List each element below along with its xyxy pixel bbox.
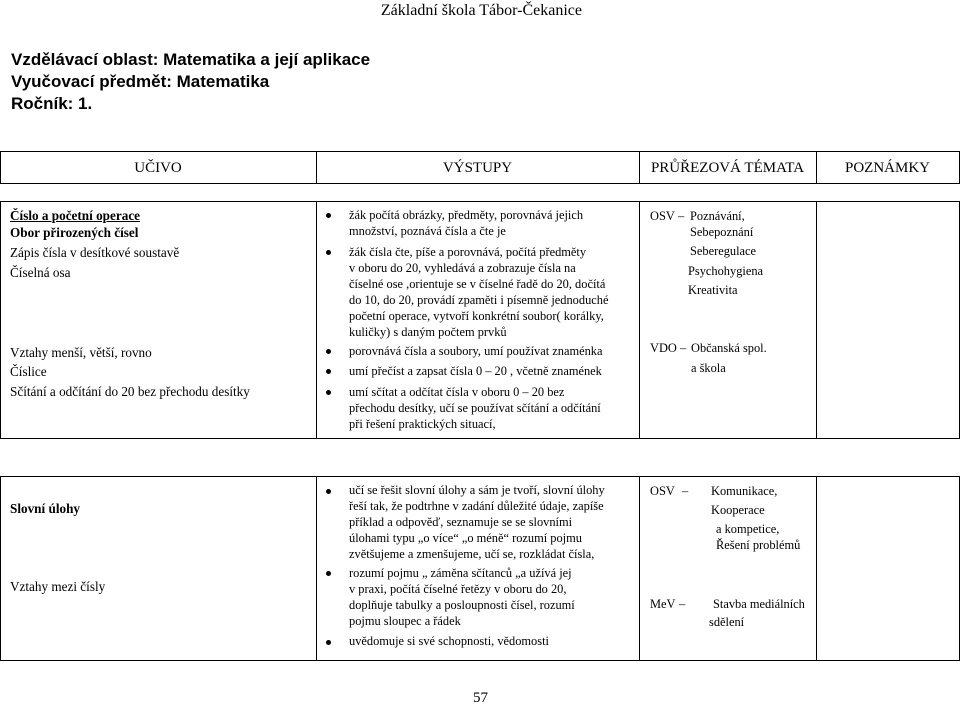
outcome-line: úlohami typu „o více“ „o méně“ rozumí pojmu: [349, 531, 582, 545]
curriculum-item: Zápis čísla v desítkové soustavě: [10, 245, 180, 260]
bullet: [326, 349, 331, 354]
row2-bottom-border: [0, 660, 960, 661]
col-border: [816, 476, 817, 660]
outcome-line: početní operace, vytvoří konkrétní soubor( korálky,: [349, 309, 604, 323]
theme-item: Stavba mediálních: [713, 597, 805, 611]
theme-item: Psychohygiena: [688, 264, 764, 278]
bullet: [326, 489, 331, 494]
bullet: [326, 640, 331, 645]
school-name: Základní škola Tábor-Čekanice: [380, 2, 582, 19]
outcome-line: uvědomuje si své schopnosti, vědomosti: [349, 634, 549, 648]
col-border: [639, 476, 640, 660]
theme-item: Sebepoznání: [690, 225, 754, 239]
theme-item: Řešení problémů: [716, 538, 801, 552]
outcome-line: množství, poznává čísla a čte je: [349, 224, 506, 238]
outcome-line: učí se řešit slovní úlohy a sám je tvoří, slovní úlohy: [349, 483, 605, 497]
col-border: [816, 201, 817, 438]
outcome-line: rozumí pojmu „ záměna sčítanců „a užívá jej: [349, 566, 572, 580]
curriculum-heading: Slovní úlohy: [10, 501, 81, 516]
theme-code-osv: OSV: [650, 209, 675, 223]
grade: Ročník: 1.: [11, 94, 93, 113]
outcome-line: číselné ose ,orientuje se v číselné řadě do 20, dočítá: [349, 277, 606, 291]
row1-bottom-border: [0, 438, 960, 439]
col-border: [316, 201, 317, 438]
outcome-line: příklad a odpověď, seznamuje se se slovními: [349, 515, 573, 529]
column-header-themes: PRŮŘEZOVÁ TÉMATA: [650, 160, 805, 176]
outcome-line: při řešení praktických situací,: [349, 417, 496, 431]
col-border: [639, 201, 640, 438]
outcome-line: umí přečíst a zapsat čísla 0 – 20 , včetně znamének: [349, 364, 602, 378]
theme-item: a kompetice,: [716, 522, 780, 536]
bullet: [326, 250, 331, 255]
theme-item: Komunikace,: [711, 484, 778, 498]
curriculum-subheading: Obor přirozených čísel: [10, 225, 139, 240]
bullet: [326, 390, 331, 395]
outcome-line: kuličky) s daným počtem prvků: [349, 325, 507, 339]
outcome-line: pojmu sloupec a řádek: [349, 614, 461, 628]
outcome-line: řeší tak, že podtrhne v zadání důležité údaje, zapíše: [349, 499, 604, 513]
outcome-line: doplňuje tabulky a posloupnosti čísel, rozumí: [349, 598, 575, 612]
outcome-line: žák čísla čte, píše a porovnává, počítá předměty: [349, 245, 587, 259]
curriculum-item: Číselná osa: [10, 265, 71, 280]
theme-item: a škola: [691, 361, 726, 375]
theme-item: Kreativita: [688, 283, 738, 297]
curriculum-item: Vztahy menší, větší, rovno: [10, 345, 152, 360]
column-header-notes: POZNÁMKY: [844, 160, 930, 176]
bullet: [326, 369, 331, 374]
outcome-line: zvětšujeme a zmenšujeme, učí se, rozkládat čísla,: [349, 547, 595, 561]
column-header-curriculum: UČIVO: [134, 160, 182, 176]
outcome-line: přechodu desítky, učí se používat sčítání a odčítání: [349, 401, 601, 415]
col-border: [316, 476, 317, 660]
outcome-line: žák počítá obrázky, předměty, porovnává jejich: [349, 208, 584, 222]
theme-item: Občanská spol.: [691, 341, 767, 355]
outcome-line: v praxi, počítá číselné řetězy v oboru do 20,: [349, 582, 567, 596]
bullet: [326, 571, 331, 576]
subject: Vyučovací předmět: Matematika: [11, 72, 270, 91]
outcome-line: porovnává čísla a soubory, umí používat znaménka: [349, 344, 603, 358]
column-header-outcomes: VÝSTUPY: [442, 160, 513, 176]
curriculum-item: Sčítání a odčítání do 20 bez přechodu desítky: [10, 384, 250, 399]
col-border: [0, 476, 1, 660]
header-bottom-border: [0, 183, 960, 184]
outcome-line: umí sčítat a odčítat čísla v oboru 0 – 20 bez: [349, 385, 565, 399]
theme-code-osv: OSV: [650, 484, 675, 498]
curriculum-item: Vztahy mezi čísly: [10, 579, 106, 594]
bullet: [326, 213, 331, 218]
theme-code-vdo: VDO: [650, 341, 677, 355]
theme-item: Kooperace: [711, 503, 765, 517]
outcome-line: do 10, do 20, provádí zpaměti i písemně jednoduché: [349, 293, 609, 307]
theme-item: sdělení: [709, 615, 745, 629]
theme-code-mev: MeV: [650, 597, 676, 611]
theme-item: Poznávání,: [690, 209, 745, 223]
outcome-line: v oboru do 20, vyhledává a zobrazuje čísla na: [349, 261, 576, 275]
col-border: [0, 201, 1, 438]
curriculum-heading: Číslo a početní operace: [10, 208, 141, 223]
page-number: 57: [473, 690, 488, 706]
educational-area: Vzdělávací oblast: Matematika a její aplikace: [11, 50, 371, 69]
theme-item: Seberegulace: [690, 244, 757, 258]
curriculum-item: Číslice: [10, 364, 47, 379]
